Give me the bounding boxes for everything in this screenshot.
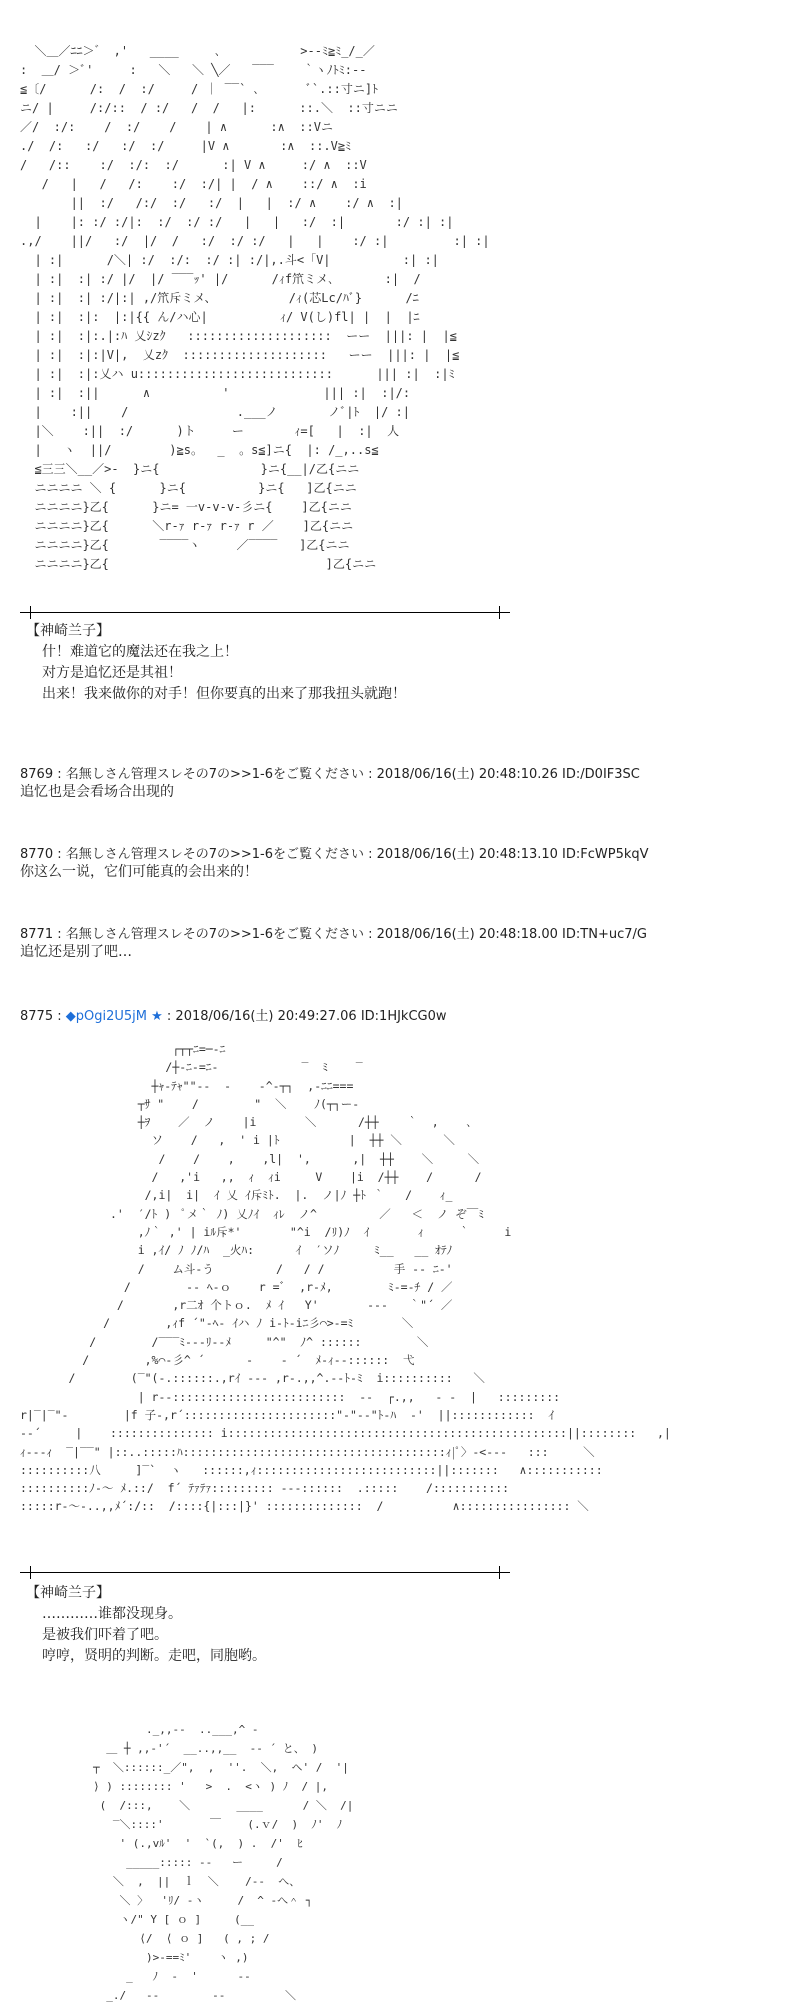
ascii-art-panel-kanzaki-ranko-closeup: ＼＿／ﾆﾆ＞゛ ,' ____ ､ >--ﾐ≧ﾐ_/_／ : ＿/ ＞ﾞ' : ＼ ＼ ╲／ ‾‾‾ ｀ヽﾉﾄﾐ:-- ≦〔/ /: / :/ / ｜ ‾‾` ､ ﾞ`.::寸ニ]ﾄ ニ/ | /:/:: / :/ / / |: ::.＼ ::寸ニニ ／/ :/: / :/ / | ∧ :∧ ::Vニ ./ /: :/ :/ :/ |V ∧ :∧ ::.V≧ﾐ / /:: :/ :/: :/ :| V ∧ :/ ∧ ::V / | / /: :/ :/| | / ∧ ::/ ∧ :i || :/ /:/ :/ :/ | | :/ ∧ :/ ∧ :| | |: :/ :/|: :/ :/ :/ | | :/ :| :/ :| :| .,/ ||/ :/ |/ / :/ :/ :/ | | :/ :| :| :| | :| /＼| :/ :/: :/ :| :/|,.斗<「V| :| :| | :| :| :/ |/ |/ ‾‾‾ｯ' |/ /ｨf笊ミメ､ :| / | :| :| :/|:| ,/笊斥ミメ、 /ｨ(芯Lc/ﾊﾞ} /ﾆ | :| :|: |:|{{ ん/ハ心| ｨ/ V(し)fl| | | |ﾆ | :| :|:.|:ﾊ 乂ｼzｸ :::::::::::::::::::: ーー |||: | |≦ | :| :|:|V|, 乂zｸ :::::::::::::::::::: ーー |||: | |≦ | :| :|:乂ハ u::::::::::::::::::::::::::: ||| :| :|ﾐ | :| :|| ∧ ' ||| :| :|/: | :|| / .___ノ ノﾞ|ﾄ |/ :| |＼ :|| :/ )ト ー ｨ=[ | :| 人 | ヽ ||/ )≧s。 _ 。s≦]ニ{ |: /_,..s≦ ≦三三＼__／>- }ニ{ }ニ{__|/乙{ニニ ニニニニ ＼ { }ニ{ }ニ{ ]乙{ニニ ニニニニ}乙{ }ニ= 一v-v-v-彡ニ{ ]乙{ニニ ニニニニ}乙{ ＼r‐ｧ r‐ｧ r‐ｧ r ／ ]乙{ニニ ニニニニ}乙{ ‾‾‾‾ヽ ／‾‾‾‾ ]乙{ニニ ニニニニ}乙{ ]乙{ニニ [20,44,490,571]
post-number: 8775 : [20,1009,62,1024]
post-header-8775 [20,1005,447,1024]
dialogue-line-2-2: 是被我们吓着了吧。 [42,1627,168,1643]
post-header-8771: 8771 : 名無しさん管理スレその7の>>1-6をご覧ください : 2018/06/16(土) 20:48:18.00 ID:TN+uc7/G [20,927,647,942]
scene-divider-1 [20,612,510,613]
post-body-8770: 你这么一说，它们可能真的会出来的！ [20,864,258,880]
dialogue-line-1-2: 对方是追忆还是其祖！ [42,665,182,681]
post-header-8770: 8770 : 名無しさん管理スレその7の>>1-6をご覧ください : 2018/06/16(土) 20:48:13.10 ID:FcWP5kqV [20,847,649,862]
scene-divider-2 [20,1572,510,1573]
post-header-8769: 8769 : 名無しさん管理スレその7の>>1-6をご覧ください : 2018/06/16(土) 20:48:10.26 ID:/D0IF3SC [20,767,640,782]
dialogue-line-2-1: …………谁都没现身。 [42,1606,182,1622]
speaker-name-1: 【神崎兰子】 [26,623,110,639]
post-date-id: : 2018/06/16(土) 20:49:27.06 ID:1HJkCG0w [166,1009,447,1024]
dialogue-line-2-3: 哼哼，贤明的判断。走吧，同胞哟。 [42,1648,266,1664]
dialogue-line-1-1: 什！难道它的魔法还在我之上！ [42,644,238,660]
star-icon: ★ [151,1009,163,1024]
ascii-art-panel-small-character: ._,,‐‐ ..___,^ ‐ ＿ ┼ ,,‐'´ __..,,__ ‐‐ ´ と、 ) ┬ ＼::::::_／", , ''. ＼, ヘ' / '| ⟩ ) :::::::: ' > . <ヽ ) ﾉ / |, ( /:::, ＼ ____ / ＼ /| ‾＼::::' ￣ (.ｖ/ ) ﾉ' ﾉ ' (.,vﾙ' ' `(, ) . /' ﾋ _____::::: ‐‐ ー / ＼ , || ｌ ＼ /‐‐ へ、 ＼ 〉 'ﾘ/ ‐ヽ / ^ ‐へ＾ ┐ ヽ/" Y [ ｏ ] (__ ⟨/ ⟨ ｏ ] ( , ; / )>‐==ﾐ' ヽ ,) _ ﾉ ‐ ' ‐‐ _./ ‐‐ ‐‐ ＼ [92,1723,354,2002]
speaker-name-2: 【神崎兰子】 [26,1585,110,1601]
ascii-art-panel-kanzaki-ranko-fullbody: ┌┬┬ﾆ=─-ﾆ /┼‐ﾆ-=ﾆ‐ ‾ ﾐ ‾ ┼ｬ‐ﾃｬ""‐‐ ‐ ‐^‐┬┐ ,‐ﾆﾆ=== ┬ｻ " / " ＼ ﾉ(┬┐ー‐ ┼ｦ ／ ノ |i ＼ /┼┼ ｀ , ､ ソ / , ' i |ﾄ | ┼┼ ＼ ＼ / / , ,l| ', ,| ┼┼ ＼ ＼ / ,'i ,, ｨ ｨi V |i /┼┼ / / /,i| i| ｲ 乂 ｲ斥ﾐﾄ. |. ノ|ﾉ ┼ﾄ ｀ / ｨ_ .' ′/ﾄ ) ﾟメ｀ ﾉ) 乂ﾉｲ ｨﾚ ノ^ ／ ＜ ノ ぞ￣ﾐ ,ﾉ｀ ,' | iﾙ斥*' "^i /ﾘ)ﾉ ｲ ｨ ｀ i i ,ｲ/ ﾉ ﾉ/ﾊ _火ﾊ: ｲ ′ソﾉ ﾐ__ __ ｵﾃﾉ / ム斗‐う / / / 手 ‐‐ ﾆ‐' / ‐‐ ﾍ‐ｏ r =ﾞ ,r‐ﾒ, ﾐ‐=‐ﾁ / ／ / ,r二ｵ 个トｏ. ﾒ ｲ Y' ‐‐‐ ｀"´ ／ / ,ｨf ´"‐ﾍ‐ ｲハ ﾉ i‐ﾄ‐iﾆ彡⌒>‐=ﾐ ＼ / /‾‾‾ﾐ‐‐‐ﾘ‐‐ﾒ "^" ﾉ^ :::::: ＼ / ,%⌒‐彡^ ´ ‐ ‐ ´ ﾒ‐ｨ‐‐:::::: 弋 / (‾"(‐.::::::.,rｲ ‐‐‐ ,r‐.,,^.‐-ﾄ‐ﾐ i:::::::::: ＼ | r‐‐::::::::::::::::::::::::: ‐‐ ┌.,, ‐ ‐ | ::::::::: r|‾|‾"‐ |f 子‐,r´::::::::::::::::::::::"‐"‐‐"ﾄ‐ﾊ ‐' ||:::::::::::: ｲ ‐‐´ | ::::::::::::::: i:::::::::::::::::::::::::::::::::::::::::::::::::||:::::::: ,| ｨ‐‐‐ｨ ‾|‾‾" |::..:::::ﾊ::::::::::::::::::::::::::::::::::::::ｨ|ﾟ〉‐<‐‐‐ ::: ＼ ::::::::::八 ]‾` ヽ ::::::,ｨ::::::::::::::::::::::::::||::::::: ∧::::::::::: ::::::::::ﾉ‐〜 ﾒ.::/ f´ ﾃｧﾃｧ::::::::: ‐‐‐:::::: .::::: /::::::::::: :::::r‐〜‐..,,ﾒ´:/:: /::::{|:::|}' :::::::::::::: / ∧:::::::::::::::: ＼ [20,1042,671,1514]
post-body-8769: 追忆也是会看场合出现的 [20,784,174,800]
post-body-8771: 追忆还是别了吧… [20,944,132,960]
dialogue-line-1-3: 出来！我来做你的对手！但你要真的出来了那我扭头就跑！ [42,686,406,702]
author-trip-link[interactable]: ◆pOgi2U5jM [65,1009,147,1024]
